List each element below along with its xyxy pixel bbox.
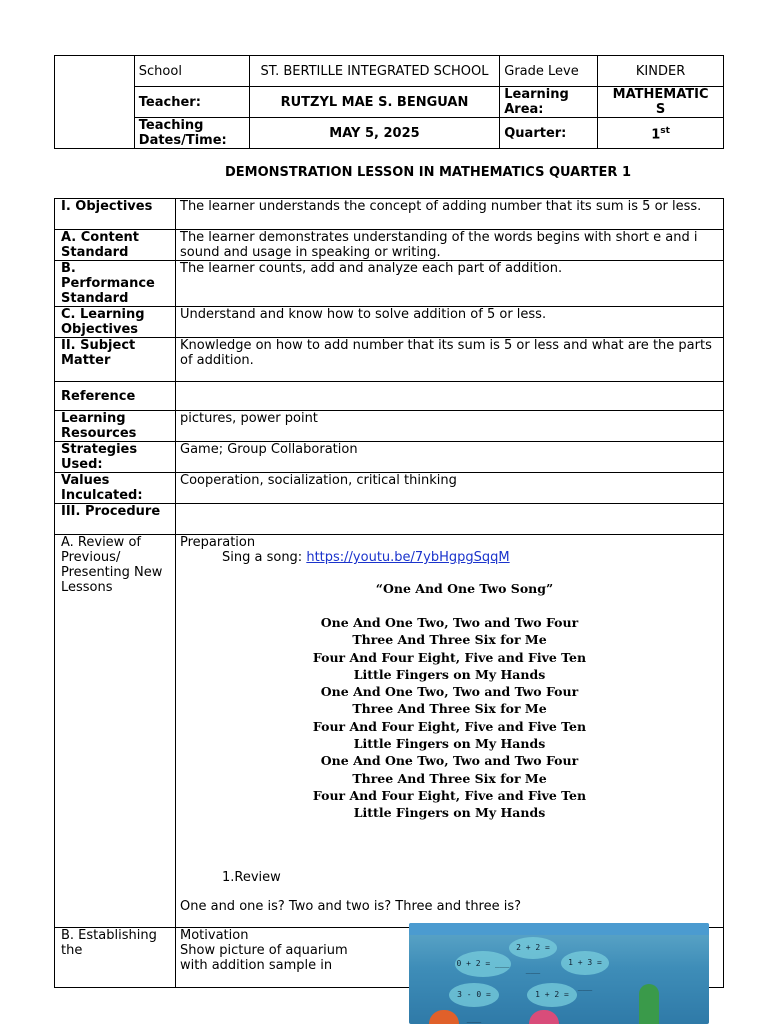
lesson-table (54, 198, 724, 988)
resources-text: pictures, power point (176, 411, 724, 442)
school-label: School (134, 56, 249, 87)
song-line: Three And Three Six for Me (352, 632, 547, 648)
motivation-text: Show picture of aquarium with addition sample in (180, 943, 348, 973)
song-line: One And One Two, Two and Two Four (320, 684, 579, 700)
sing-text: Sing a song: (222, 550, 307, 565)
subject-matter-text: Knowledge on how to add number that its sum is 5 or less and what are the parts of addition. (176, 338, 724, 382)
page-title: DEMONSTRATION LESSON IN MATHEMATICS QUARTER 1 (225, 165, 632, 180)
subject-matter-label: II. Subject Matter (55, 338, 176, 382)
review-question: One and one is? Two and two is? Three and three is? (180, 898, 522, 914)
dates-value: MAY 5, 2025 (249, 118, 500, 149)
song-title: “One And One Two Song” (375, 581, 554, 596)
quarter-suffix: st (660, 125, 670, 136)
review-cell (176, 535, 724, 928)
song-line: One And One Two, Two and Two Four (320, 753, 579, 769)
resources-label: Learning Resources (55, 411, 176, 442)
song-line: Three And Three Six for Me (352, 701, 547, 717)
song-line: Little Fingers on My Hands (353, 666, 546, 682)
song-line: Four And Four Eight, Five and Five Ten (312, 649, 587, 665)
values-label: Values Inculcated: (55, 473, 176, 504)
equation-bubble: 3 - 0 = ___ (449, 983, 499, 1007)
quarter-label: Quarter: (500, 118, 598, 149)
learning-objectives-label: C. Learning Objectives (55, 307, 176, 338)
review-label: A. Review of Previous/ Presenting New Lessons (55, 535, 176, 928)
song-line: Three And Three Six for Me (352, 770, 547, 786)
sing-line (180, 550, 719, 565)
equation-bubble: 0 + 2 = ___ (455, 951, 511, 977)
objectives-label: I. Objectives (55, 199, 176, 230)
coral-icon (429, 1010, 459, 1024)
content-standard-label: A. Content Standard (55, 230, 176, 261)
motivation-heading: Motivation (180, 928, 249, 943)
content-standard-text: The learner demonstrates understanding of the words begins with short e and i sound and usage in speaking or writing. (176, 230, 724, 261)
quarter-value (598, 118, 724, 149)
song-line: Four And Four Eight, Five and Five Ten (312, 787, 587, 803)
song-line: One And One Two, Two and Two Four (320, 615, 579, 630)
teacher-value: RUTZYL MAE S. BENGUAN (249, 87, 500, 118)
quarter-number: 1 (651, 127, 661, 143)
preparation-heading: Preparation (180, 535, 256, 550)
school-value: ST. BERTILLE INTEGRATED SCHOOL (249, 56, 500, 87)
song-line: Little Fingers on My Hands (353, 736, 546, 752)
song-link[interactable]: https://youtu.be/7ybHgpgSqqM (306, 550, 510, 565)
blank-cell (55, 56, 135, 149)
performance-standard-label: B. Performance Standard (55, 261, 176, 307)
seaweed-icon (639, 984, 659, 1024)
strategies-text: Game; Group Collaboration (176, 442, 724, 473)
reference-text (176, 382, 724, 411)
performance-standard-text: The learner counts, add and analyze each part of addition. (176, 261, 724, 307)
dates-label: Teaching Dates/Time: (134, 118, 249, 149)
equation-bubble: 2 + 2 = ___ (509, 937, 557, 959)
header-table (54, 55, 724, 149)
teacher-label: Teacher: (134, 87, 249, 118)
area-value: MATHEMATICS (598, 87, 724, 118)
song-line: Four And Four Eight, Five and Five Ten (312, 718, 587, 734)
song-lyrics (180, 614, 719, 822)
grade-value: KINDER (598, 56, 724, 87)
procedure-label: III. Procedure (55, 504, 176, 535)
reference-label: Reference (55, 382, 176, 411)
equation-bubble: 1 + 2 = (527, 983, 577, 1007)
procedure-cell (176, 504, 724, 535)
aquarium-frame (409, 923, 709, 935)
values-text: Cooperation, socialization, critical thinking (176, 473, 724, 504)
strategies-label: Strategies Used: (55, 442, 176, 473)
grade-label: Grade Leve (500, 56, 598, 87)
equation-bubble: 1 + 3 = ___ (561, 951, 609, 975)
review-item: 1.Review (222, 869, 281, 885)
song-line: Little Fingers on My Hands (353, 805, 546, 821)
area-label: Learning Area: (500, 87, 598, 118)
aquarium-picture (409, 923, 709, 1024)
objectives-text: The learner understands the concept of adding number that its sum is 5 or less. (176, 199, 724, 230)
learning-objectives-text: Understand and know how to solve addition of 5 or less. (176, 307, 724, 338)
establishing-label: B. Establishing the (55, 928, 176, 988)
